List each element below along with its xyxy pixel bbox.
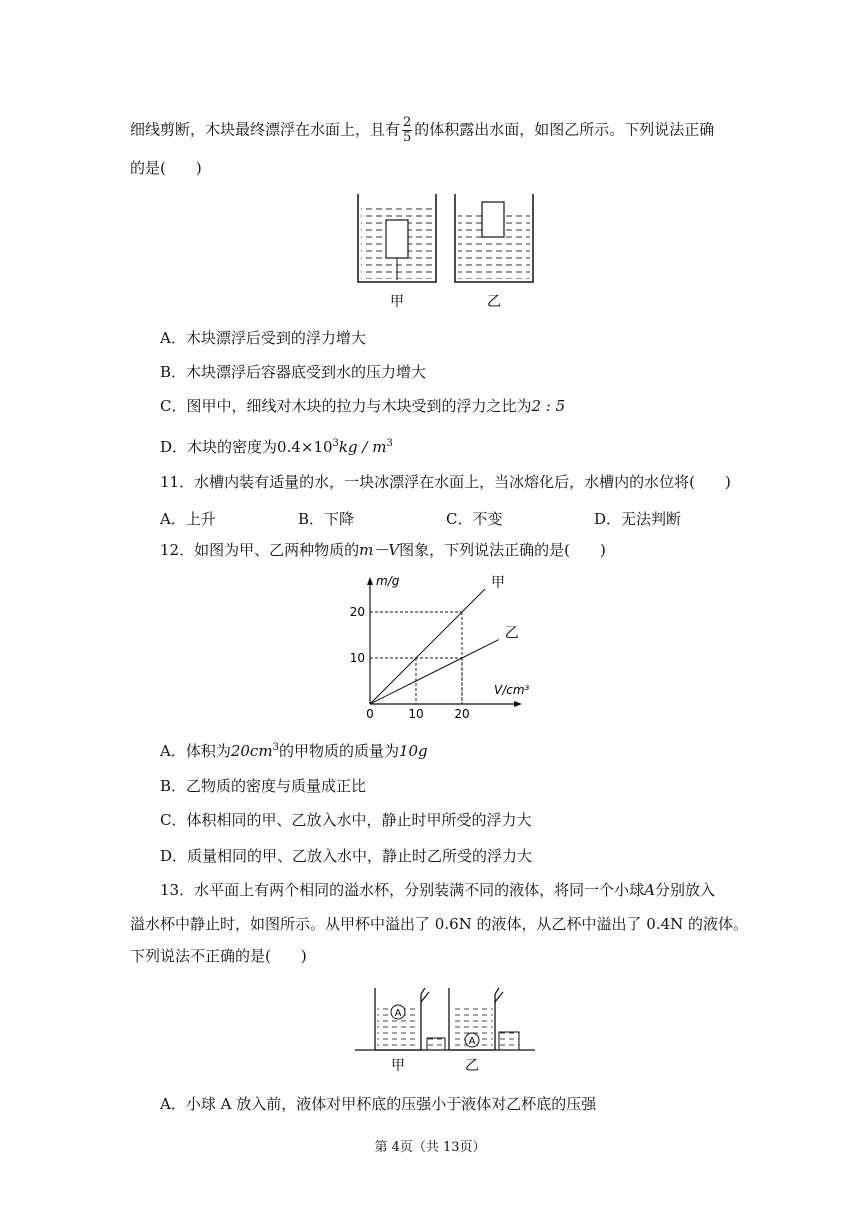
q12-stem-math: m－V [359, 541, 400, 559]
q13-stem-line1b: 分别放入 [654, 881, 715, 899]
q13-fig-label-yi: 乙 [465, 1058, 479, 1074]
q10-option-d-value: 0.4×10 [277, 438, 333, 456]
q10-stem-part1: 细线剪断，木块最终漂浮在水面上，且有 [130, 120, 401, 139]
q13-ball-label: A [644, 881, 655, 899]
fig-label-yi: 乙 [487, 294, 501, 310]
q12-stem [160, 540, 606, 560]
q11-option-b: B．下降 [298, 510, 355, 528]
q12-option-d: D．质量相同的甲、乙放入水中，静止时乙所受的浮力大 [160, 847, 533, 865]
x-axis-arrow [514, 701, 522, 707]
mv-chart [340, 572, 540, 722]
q10-option-d-unit-exp: 3 [386, 438, 393, 449]
q10-stem-part2: 的体积露出水面，如图乙所示。下列说法正确 [414, 120, 715, 139]
q12-stem-part2: 图象，下列说法正确的是( ) [399, 541, 606, 559]
q10-option-c-text: C．图甲中，细线对木块的拉力与木块受到的浮力之比为 [160, 397, 532, 415]
container-b [455, 194, 533, 282]
q10-option-c [160, 396, 565, 416]
q12-option-a [160, 738, 428, 761]
wood-block-a [386, 220, 408, 258]
q12-stem-part1: 12．如图为甲、乙两种物质的 [160, 541, 360, 559]
q10-option-d-text: D．木块的密度为 [160, 438, 278, 456]
q12-option-b: B．乙物质的密度与质量成正比 [160, 777, 367, 795]
series-label-1: 乙 [504, 625, 519, 642]
chart-series [370, 589, 499, 704]
x-axis-label: V/cm³ [494, 683, 530, 697]
q13-figure [355, 982, 535, 1078]
q10-stem-line1 [130, 116, 714, 145]
q12-option-a-val: 20cm [230, 742, 273, 760]
x-tick-label-1: 10 [408, 707, 424, 721]
q10-option-a: A．木块漂浮后受到的浮力增大 [160, 329, 366, 347]
y-tick-label-1: 20 [349, 605, 365, 619]
q13-stem-line1-text: 13．水平面上有两个相同的溢水杯，分别装满不同的液体，将同一个小球 [160, 881, 645, 899]
overflow-cup-b [449, 988, 519, 1050]
q13-fig-label-jia: 甲 [391, 1058, 405, 1074]
q12-option-a-mass: 10g [398, 742, 428, 760]
q13-stem-line3: 下列说法不正确的是( ) [130, 947, 307, 965]
fig-label-jia: 甲 [390, 294, 404, 310]
q13-option-a: A．小球 A 放入前，液体对甲杯底的压强小于液体对乙杯底的压强 [160, 1095, 597, 1113]
y-axis-arrow [367, 577, 373, 585]
x-tick-label-2: 20 [454, 707, 470, 721]
q12-option-c: C．体积相同的甲、乙放入水中，静止时甲所受的浮力大 [160, 811, 532, 829]
overflow-cup-a [375, 988, 445, 1050]
x-tick-label-0: 0 [366, 707, 374, 721]
q10-option-d-unit: kg / m [338, 438, 387, 456]
q11-option-c: C．不变 [446, 510, 503, 528]
catch-beaker-a [427, 1038, 445, 1050]
y-tick-label-0: 10 [349, 651, 365, 665]
series-line-1 [370, 640, 499, 704]
q12-option-a-exp: 3 [272, 742, 279, 753]
q10-option-d-exp: 3 [332, 438, 339, 449]
q11-option-a: A．上升 [160, 510, 216, 528]
fraction-numerator: 2 [403, 115, 412, 130]
ball-a-label-jia: A [394, 1008, 402, 1019]
chart-labels [350, 574, 530, 721]
q11-stem: 11．水槽内装有适量的水，一块冰漂浮在水面上，当冰熔化后，水槽内的水位将( ) [160, 473, 731, 491]
page-footer: 第 4页（共 13页） [374, 1140, 486, 1155]
fraction-denominator: 5 [403, 130, 412, 145]
series-line-0 [370, 589, 485, 704]
q10-stem-line2: 的是( ) [130, 159, 202, 177]
q13-stem-line2: 溢水杯中静止时，如图所示。从甲杯中溢出了 0.6N 的液体，从乙杯中溢出了 0.4N 的液体。 [130, 915, 749, 933]
q10-option-b: B．木块漂浮后容器底受到水的压力增大 [160, 363, 427, 381]
series-label-0: 甲 [491, 575, 505, 591]
q10-figure [355, 192, 535, 314]
catch-beaker-b [499, 1032, 519, 1050]
q10-option-c-ratio: 2 : 5 [531, 397, 566, 415]
q11-option-d: D．无法判断 [594, 510, 682, 528]
container-a [358, 194, 436, 282]
q13-stem-line1 [160, 880, 715, 900]
q12-option-a-mid: 的甲物质的质量为 [278, 742, 399, 760]
ball-a-label-yi: A [468, 1036, 476, 1047]
fraction [402, 116, 412, 145]
wood-block-b [482, 202, 504, 237]
q10-option-d [160, 434, 393, 457]
y-axis-label: m/g [376, 574, 400, 588]
q12-option-a-pre: A．体积为 [160, 742, 231, 760]
